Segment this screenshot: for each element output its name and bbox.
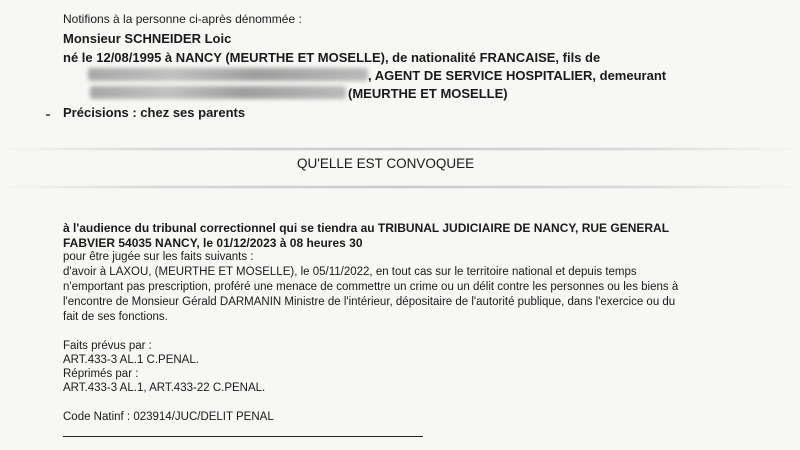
- convocation-title: QU'ELLE EST CONVOQUEE: [297, 156, 475, 171]
- facts-line: fait de ses fonctions.: [63, 311, 168, 323]
- prevus-value: ART.433-3 AL.1 C.PENAL.: [63, 354, 199, 366]
- facts-line: d'avoir à LAXOU, (MEURTHE ET MOSELLE), le 05/11/2022, en tout cas sur le territoire national et depuis temps: [63, 266, 637, 278]
- redacted-address: [90, 86, 346, 99]
- facts-line: l'encontre de Monsieur Gérald DARMANIN Ministre de l'intérieur, dépositaire de l'autorité publique, dans l'exercice ou du: [63, 296, 676, 308]
- hearing-line-2: FABVIER 54035 NANCY, le 01/12/2023 à 08 heures 30: [63, 236, 363, 250]
- person-name: Monsieur SCHNEIDER Loic: [63, 31, 232, 46]
- prevus-label: Faits prévus par :: [63, 340, 152, 352]
- occupation-line: , AGENT DE SERVICE HOSPITALIER, demeurant: [368, 68, 667, 83]
- margin-mark: [46, 114, 50, 116]
- facts-line: n'emportant pas prescription, proféré une menace de commettre un crime ou un délit contre les personnes ou les biens à: [63, 281, 679, 293]
- birth-line: né le 12/08/1995 à NANCY (MEURTHE ET MOSELLE), de nationalité FRANCAISE, fils de: [63, 50, 601, 65]
- bottom-rule: [63, 436, 423, 437]
- hearing-line-1: à l'audience du tribunal correctionnel qui se tiendra au TRIBUNAL JUDICIAIRE DE NANCY, RUE GENERAL: [63, 221, 670, 235]
- reprimes-label: Réprimés par :: [63, 368, 139, 380]
- code-natinf: Code Natinf : 023914/JUC/DELIT PENAL: [63, 411, 274, 423]
- notification-intro: Notifions à la personne ci-après dénommée :: [63, 12, 302, 26]
- paper-fold: [0, 148, 800, 150]
- paper-fold: [0, 186, 800, 188]
- redacted-parents: [88, 68, 368, 81]
- hearing-line-3: pour être jugée sur les faits suivants :: [63, 251, 254, 263]
- precisions-line: Précisions : chez ses parents: [63, 105, 246, 120]
- address-line: (MEURTHE ET MOSELLE): [348, 86, 508, 101]
- reprimes-value: ART.433-3 AL.1, ART.433-22 C.PENAL.: [63, 382, 266, 394]
